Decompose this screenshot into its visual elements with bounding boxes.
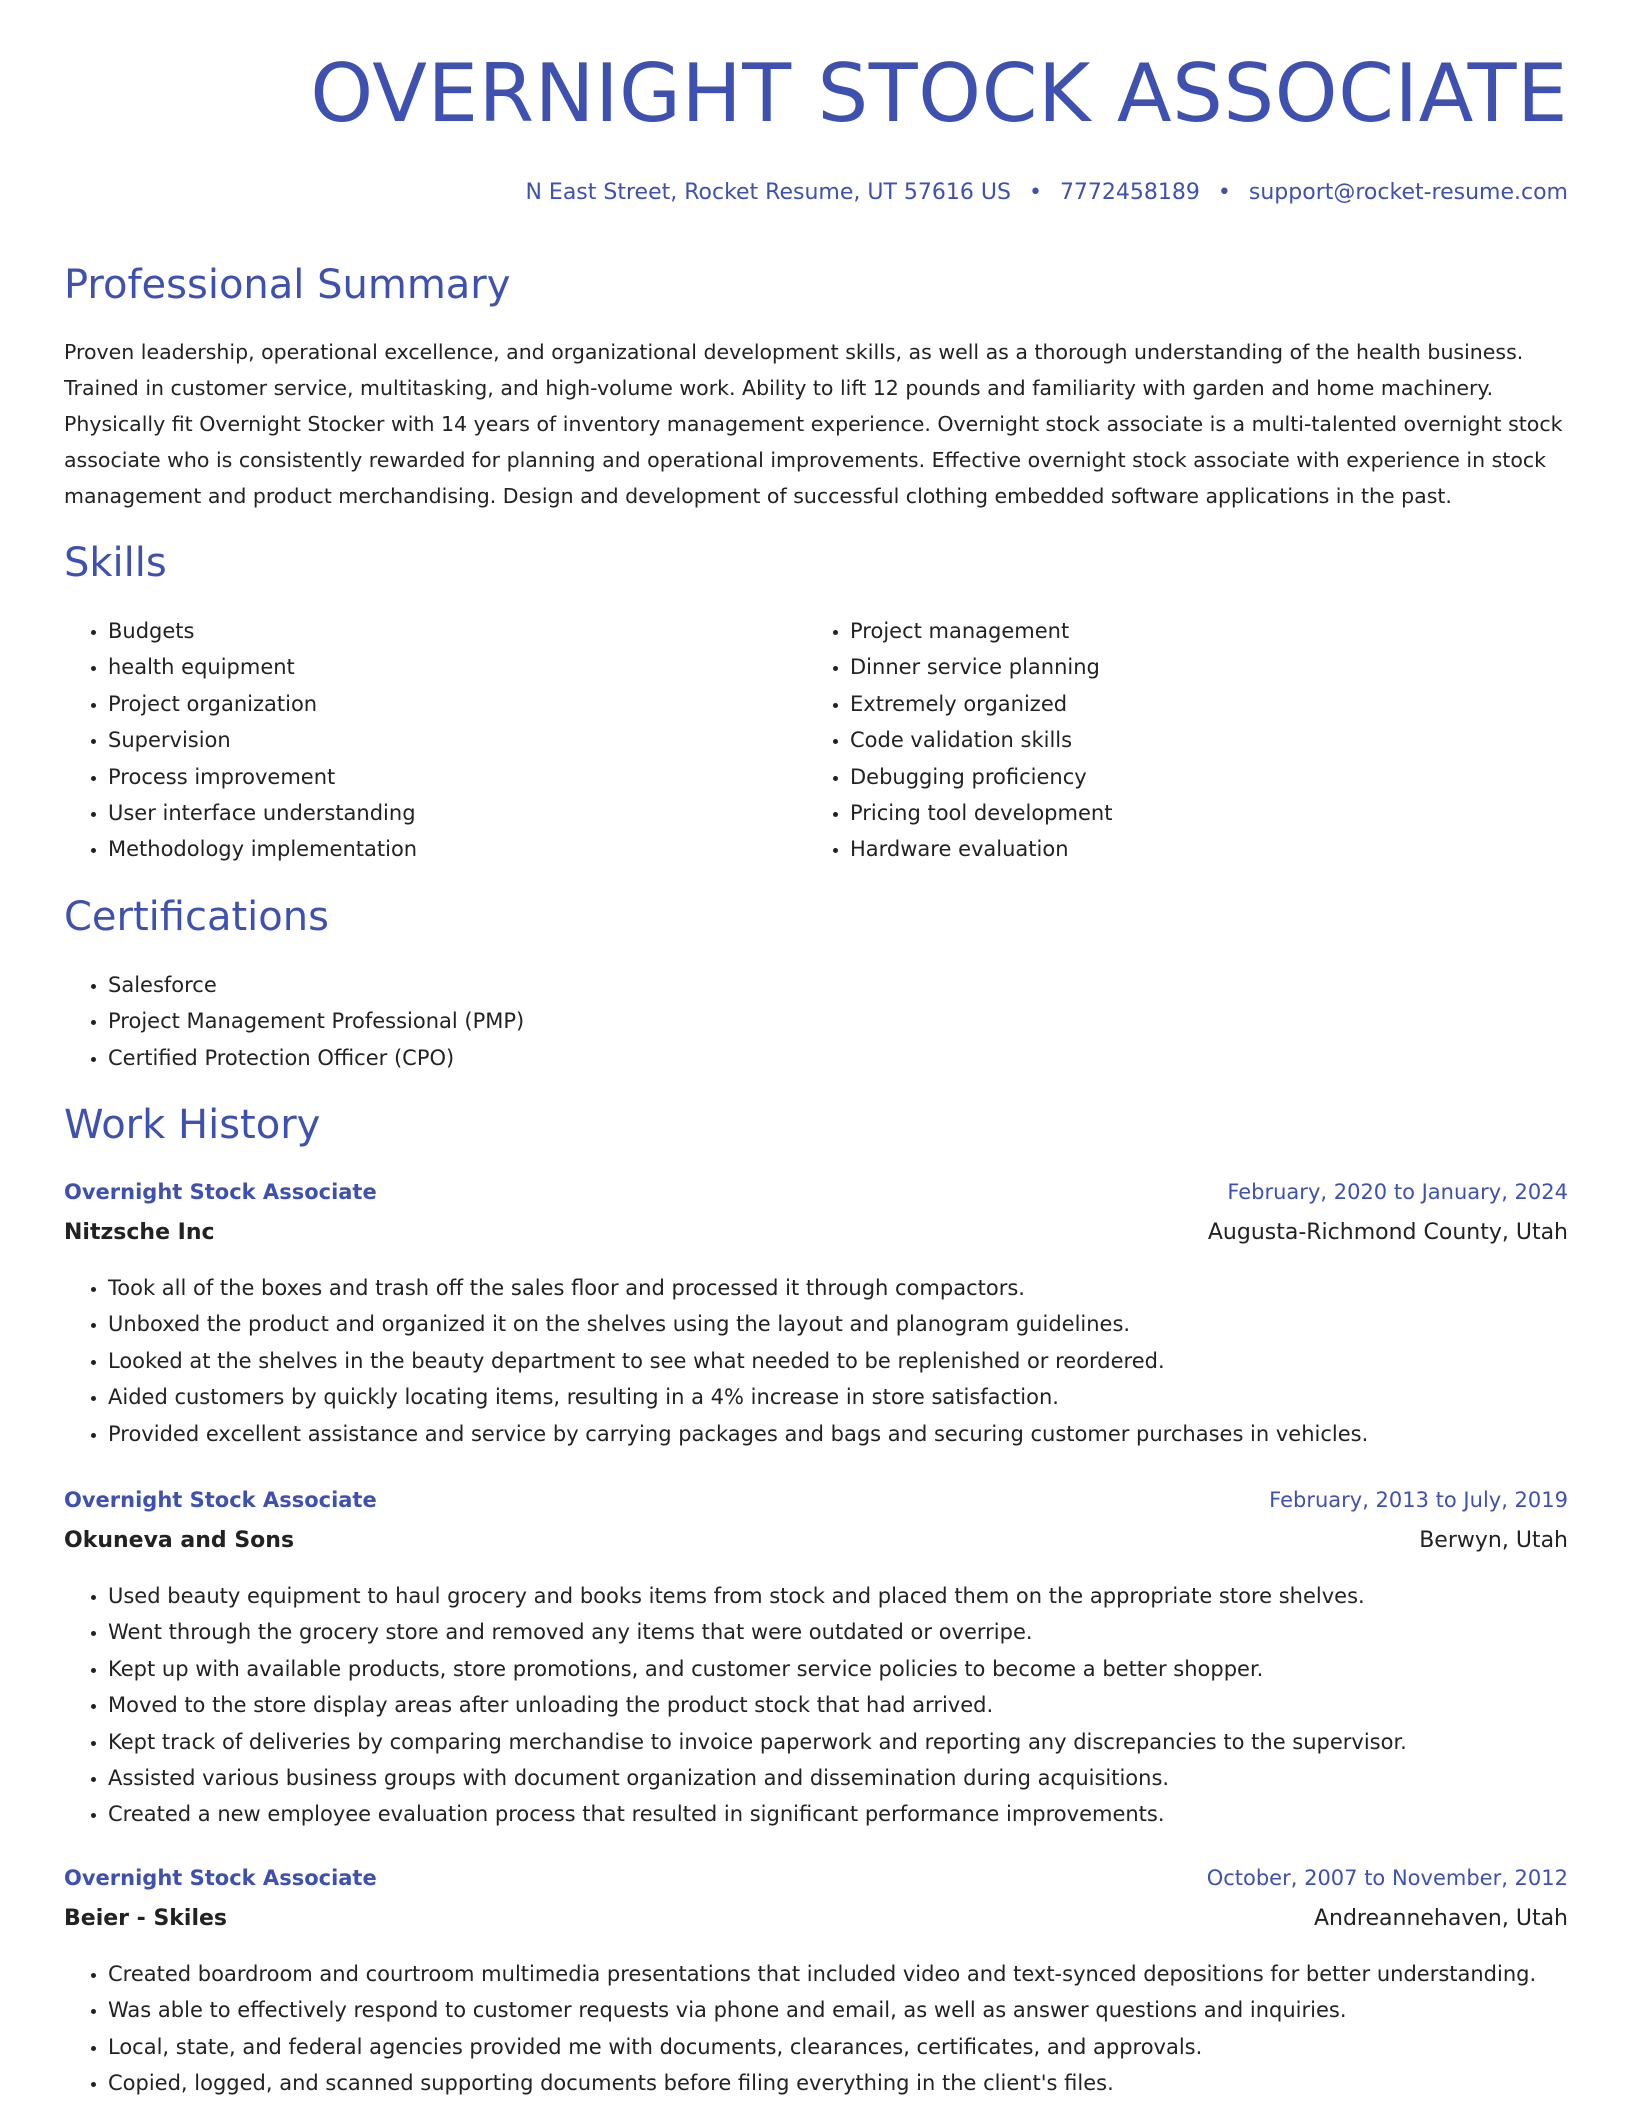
contact-separator: • <box>1217 180 1231 205</box>
job-bullet: • Went through the grocery store and removed any items that were outdated or overripe. <box>108 1614 1568 1650</box>
job-bullet: • Assisted various business groups with document organization and dissemination during acquisitions. <box>108 1760 1568 1796</box>
skill-item: • Project management <box>850 613 1112 649</box>
job-company-row <box>64 1906 1568 1946</box>
skill-item: • User interface understanding <box>108 795 417 831</box>
contact-phone: 7772458189 <box>1059 180 1200 205</box>
job-bullet: • Kept track of deliveries by comparing merchandise to invoice paperwork and reporting any discrepancies to the supervisor. <box>108 1724 1568 1760</box>
summary-text: Proven leadership, operational excellence, and organizational development skills, as well as a thorough understanding of the health business. Trained in customer service, multitasking, and high-volume work. Ability to lift 12 pounds and familiarity with garden and home machinery. Physically fit Overnight Stocker with 14 years of inventory management experience. Overnight stock associate is a multi-talented overnight stock associate who is consistently rewarded for planning and operational improvements. Effective overnight stock associate with experience in stock management and product merchandising. Design and development of successful clothing embedded software applications in the past. <box>64 340 1563 508</box>
skill-item: • Extremely organized <box>850 686 1112 722</box>
skill-item: • Code validation skills <box>850 722 1112 758</box>
certification-item: • Certified Protection Officer (CPO) <box>108 1040 524 1076</box>
job-bullet: • Created boardroom and courtroom multimedia presentations that included video and text-synced depositions for better understanding. <box>108 1956 1568 1992</box>
job-title-row <box>64 1488 1568 1528</box>
skill-item: • Hardware evaluation <box>850 831 1112 867</box>
skill-item: • Supervision <box>108 722 417 758</box>
job-dates: October, 2007 to November, 2012 <box>1206 1866 1568 1890</box>
skill-item: • Dinner service planning <box>850 649 1112 685</box>
job-bullets <box>64 1956 1568 2102</box>
job-bullet: • Created a new employee evaluation process that resulted in significant performance improvements. <box>108 1796 1568 1832</box>
job-company-row <box>64 1528 1568 1568</box>
job-company: Nitzsche Inc <box>64 1220 215 1245</box>
certifications-list <box>64 967 524 1076</box>
skill-item: • health equipment <box>108 649 417 685</box>
skill-item: • Methodology implementation <box>108 831 417 867</box>
job-bullet: • Moved to the store display areas after unloading the product stock that had arrived. <box>108 1687 1568 1723</box>
skill-item: • Debugging proficiency <box>850 759 1112 795</box>
job-location: Augusta-Richmond County, Utah <box>1207 1220 1568 1245</box>
job-bullet: • Unboxed the product and organized it on the shelves using the layout and planogram guidelines. <box>108 1306 1568 1342</box>
summary-heading: Professional Summary <box>64 262 511 308</box>
skills-list-left <box>64 613 417 868</box>
job-entry <box>64 1866 1568 2102</box>
job-bullet: • Local, state, and federal agencies provided me with documents, clearances, certificates, and approvals. <box>108 2029 1568 2065</box>
job-bullet: • Copied, logged, and scanned supporting documents before filing everything in the client's files. <box>108 2065 1568 2101</box>
job-location: Berwyn, Utah <box>1419 1528 1568 1553</box>
job-title: Overnight Stock Associate <box>64 1866 377 1890</box>
job-company-row <box>64 1220 1568 1260</box>
job-bullet: • Was able to effectively respond to customer requests via phone and email, as well as answer questions and inquiries. <box>108 1992 1568 2028</box>
job-location: Andreannehaven, Utah <box>1313 1906 1568 1931</box>
resume-page <box>64 0 1568 2112</box>
job-company: Beier - Skiles <box>64 1906 228 1931</box>
job-company: Okuneva and Sons <box>64 1528 295 1553</box>
job-bullet: • Kept up with available products, store promotions, and customer service policies to become a better shopper. <box>108 1651 1568 1687</box>
job-bullet: • Provided excellent assistance and service by carrying packages and bags and securing customer purchases in vehicles. <box>108 1416 1568 1452</box>
job-entry <box>64 1488 1568 1833</box>
skill-item: • Budgets <box>108 613 417 649</box>
candidate-name: OVERNIGHT STOCK ASSOCIATE <box>310 47 1568 140</box>
contact-address: N East Street, Rocket Resume, UT 57616 US <box>525 180 1011 205</box>
skill-item: • Pricing tool development <box>850 795 1112 831</box>
skills-list-right <box>806 613 1112 868</box>
certification-item: • Salesforce <box>108 967 524 1003</box>
contact-separator: • <box>1028 180 1042 205</box>
skill-item: • Process improvement <box>108 759 417 795</box>
job-title-row <box>64 1866 1568 1906</box>
job-bullet: • Looked at the shelves in the beauty department to see what needed to be replenished or reordered. <box>108 1343 1568 1379</box>
certifications-heading: Certifications <box>64 894 329 940</box>
work-history-heading: Work History <box>64 1102 321 1148</box>
job-bullets <box>64 1578 1568 1833</box>
certification-item: • Project Management Professional (PMP) <box>108 1003 524 1039</box>
job-title: Overnight Stock Associate <box>64 1180 377 1204</box>
job-bullet: • Used beauty equipment to haul grocery and books items from stock and placed them on the appropriate store shelves. <box>108 1578 1568 1614</box>
contact-email[interactable]: support@rocket-resume.com <box>1248 180 1568 205</box>
job-dates: February, 2020 to January, 2024 <box>1227 1180 1568 1204</box>
job-title: Overnight Stock Associate <box>64 1488 377 1512</box>
job-entry <box>64 1180 1568 1452</box>
job-bullets <box>64 1270 1568 1452</box>
job-bullet: • Took all of the boxes and trash off the sales floor and processed it through compactors. <box>108 1270 1568 1306</box>
skills-heading: Skills <box>64 540 167 586</box>
skill-item: • Project organization <box>108 686 417 722</box>
job-dates: February, 2013 to July, 2019 <box>1269 1488 1568 1512</box>
contact-line <box>525 180 1568 205</box>
job-title-row <box>64 1180 1568 1220</box>
job-bullet: • Aided customers by quickly locating items, resulting in a 4% increase in store satisfaction. <box>108 1379 1568 1415</box>
